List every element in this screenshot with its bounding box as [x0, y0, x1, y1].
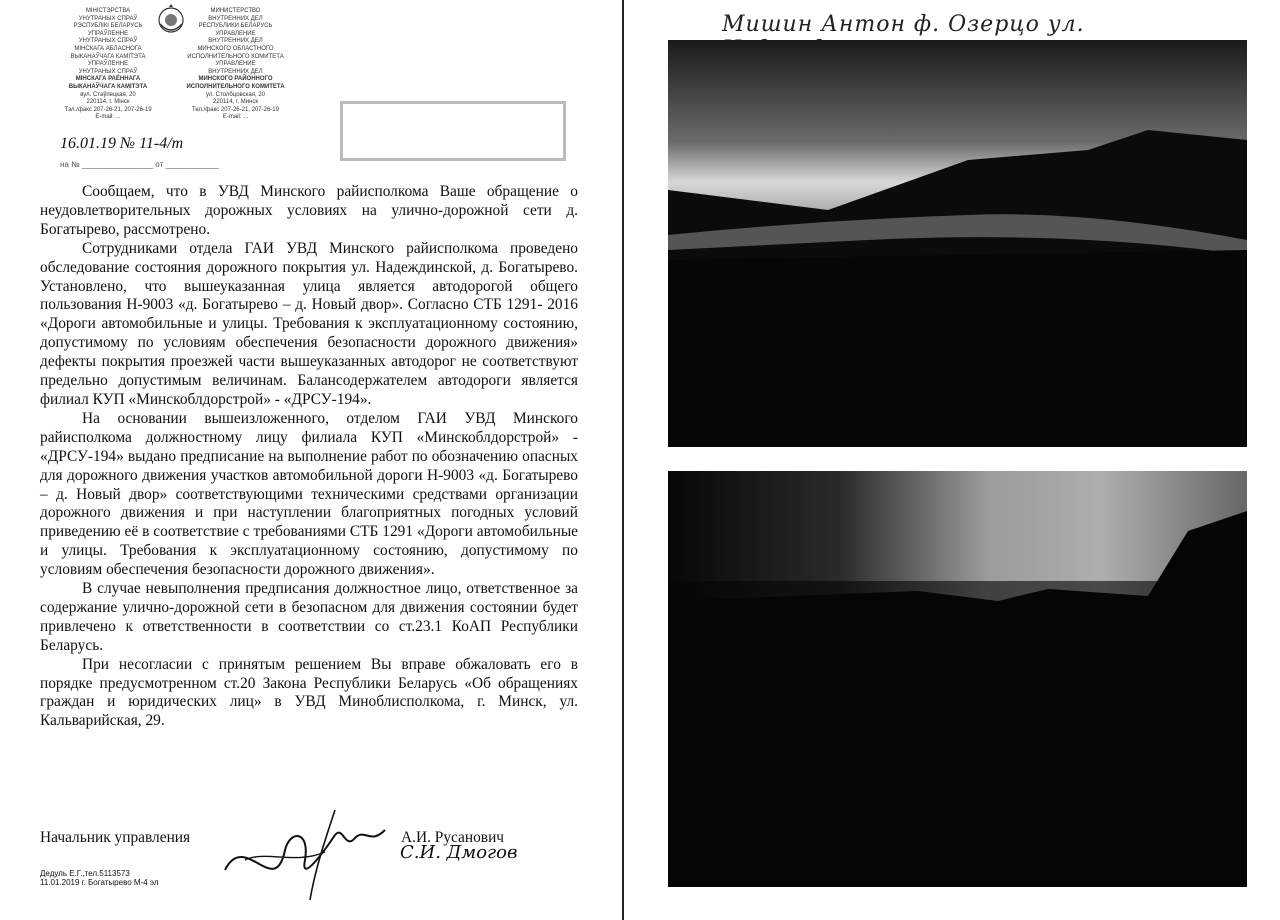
header-line: ул. Столбцовская, 20 [205, 91, 266, 98]
letter-body [40, 183, 578, 731]
road-photo-1-image [668, 40, 1247, 447]
header-line: ВНУТРЕННИХ ДЕЛ [208, 15, 263, 22]
header-line: вул. Стаўпецкая, 20 [80, 91, 136, 98]
header-line: Тел./факс 207-26-21, 207-26-19 [192, 106, 279, 113]
header-line: МИНИСТЕРСТВО [210, 8, 261, 14]
header-russian [183, 8, 288, 122]
road-photo-2 [668, 471, 1247, 887]
header-line: МІНСКАГА РАЁННАГА [75, 76, 141, 83]
page-divider [622, 0, 624, 920]
paragraph-2: Сотрудниками отдела ГАИ УВД Минского райисполкома проведено обследование состояния дорожного покрытия ул. Надеждинской, д. Богатырево. Установлено, что вышеуказанная улица является автодорогой общего пользования Н-9003 «д. Богатырево – д. Новый двор». Согласно СТБ 1291- 2016 «Дороги автомобильные и улицы. Требования к эксплуатационному состоянию, допустимому по условиям обеспечения безопасности дорожного движения» дефекты покрытия проезжей части вышеуказанных автодорог не соответствуют предельно допустимым величинам. Балансодержателем автодороги является филиал КУП «Минскоблдорстрой» - «ДРСУ-194». [40, 239, 578, 408]
header-line: 220114, г. Мінск [86, 99, 130, 106]
header-line: МИНСКОГО ОБЛАСТНОГО [197, 45, 274, 52]
footer-line: 11.01.2019 г. Богатырево М-4 эл [40, 878, 159, 887]
executor-footer [40, 869, 159, 887]
header-line: 220114, г. Минск [213, 99, 258, 106]
header-line: E-mail: ... [222, 114, 249, 121]
reply-reference: на № ________________ от ____________ [60, 160, 219, 169]
paragraph-3: На основании вышеизложенного, отделом ГАИ УВД Минского райисполкома должностному лицу филиала КУП «Минскоблдорстрой» - «ДРСУ-194» выдано предписание на выполнение работ по обозначению опасных для дорожного движения участков автомобильной дороги Н-9003 «д. Богатырево – д. Новый двор» соответствующими техническими средствами организации дорожного движения и при наступлении благоприятных погодных условий приведению её в соответствие с требованиями СТБ 1291 «Дороги автомобильные и улицы. Требования к эксплуатационному состоянию, допустимому по условиям обеспечения безопасности дорожного движения». [40, 409, 578, 579]
header-line: МИНСКОГО РАЙОННОГО [198, 76, 273, 83]
header-line: УПРАЎЛЕННЕ [87, 61, 129, 68]
header-line: ВЫКАНАЎЧАГА КАМІТЭТА [70, 53, 146, 60]
footer-line: Дедуль Е.Г.,тел.5113573 [40, 869, 130, 878]
redacted-address-box [340, 101, 566, 161]
header-line: МІНСКАГА АБЛАСНОГА [74, 45, 142, 52]
header-line: УНУТРАНЫХ СПРАЎ [78, 38, 138, 45]
signatory-title: Начальник управления [40, 829, 191, 846]
header-line: E-mail: ... [95, 114, 121, 121]
signature-icon [215, 790, 395, 910]
header-belarusian [58, 8, 158, 122]
header-line: РЕСПУБЛИКИ БЕЛАРУСЬ [198, 23, 273, 30]
paragraph-1: Сообщаем, что в УВД Минского райисполкома Ваше обращение о неудовлетворительных дорожных условиях на улично-дорожной сети д. Богатырево, рассмотрено. [40, 183, 578, 238]
paragraph-4: В случае невыполнения предписания должностное лицо, ответственное за содержание улично-дорожной сети в безопасном для движения состоянии будет привлечено к ответственности в соответствии со ст.23.1 КоАП Республики Беларусь. [40, 580, 578, 654]
header-line: УПРАВЛЕНИЕ [215, 30, 256, 37]
road-photo-2-image [668, 471, 1247, 887]
header-line: УНУТРАНЫХ СПРАЎ [78, 15, 138, 22]
emblem-icon [156, 4, 186, 36]
header-line: УПРАЎЛЕННЕ [87, 30, 129, 37]
header-line: ИСПОЛНИТЕЛЬНОГО КОМИТЕТА [186, 83, 285, 90]
header-line: РЭСПУБЛІКІ БЕЛАРУСЬ [73, 23, 143, 30]
paragraph-5: При несогласии с принятым решением Вы вправе обжаловать его в порядке предусмотренном ст.20 Закона Республики Беларусь «Об обращениях граждан и юридических лиц» в УВД Миноблисполкома, г. Минск, ул. Кальварийская, 29. [40, 655, 578, 730]
signatory-name: А.И. Русанович [401, 829, 505, 846]
header-line: ВНУТРЕННИХ ДЕЛ [208, 68, 263, 75]
header-line: УПРАВЛЕНИЕ [215, 61, 256, 68]
outgoing-date-number: 16.01.19 № 11-4/m [60, 135, 184, 152]
header-line: МІНІСТЭРСТВА [85, 8, 131, 14]
header-line: ВНУТРЕННИХ ДЕЛ [208, 38, 263, 45]
handwritten-caption: Мишин Антон ф. Озерцо ул. [722, 12, 1085, 37]
letter-page [0, 0, 620, 920]
header-line: Тэл./факс 207-26-21, 207-26-19 [64, 106, 152, 113]
header-line: ИСПОЛНИТЕЛЬНОГО КОМИТЕТА [187, 53, 284, 60]
header-line: УНУТРАНЫХ СПРАЎ [78, 68, 138, 75]
handwritten-name: С.И. Дмогов [400, 842, 518, 863]
road-photo-1 [668, 40, 1247, 447]
header-line: ВЫКАНАЎЧАГА КАМІТЭТА [68, 83, 148, 90]
